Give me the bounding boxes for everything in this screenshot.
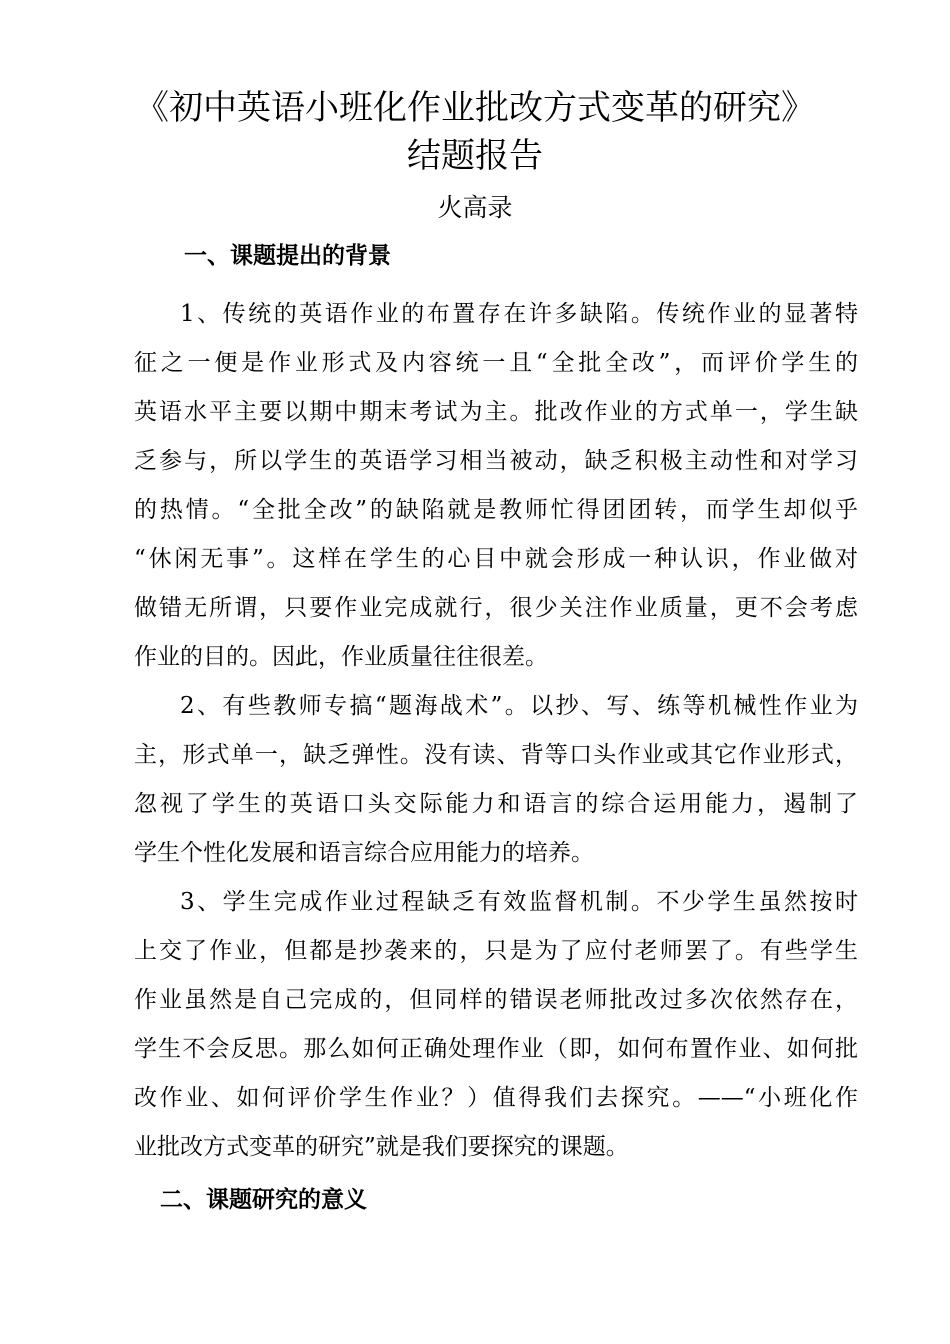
paragraph-line: 的热情。“全批全改”的缺陷就是教师忙得团团转，而学生却似乎 <box>134 497 858 523</box>
paragraph-3 <box>134 878 858 1172</box>
paragraph-line: 主，形式单一，缺乏弹性。没有读、背等口头作业或其它作业形式， <box>134 742 858 768</box>
paragraph-line: 英语水平主要以期中期末考试为主。批改作业的方式单一，学生缺 <box>134 399 858 425</box>
paragraph-line: 做错无所谓，只要作业完成就行，很少关注作业质量，更不会考虑 <box>134 595 858 621</box>
paragraph-line: 作业的目的。因此，作业质量往往很差。 <box>134 644 548 670</box>
paragraph-line: 学生个性化发展和语言综合应用能力的培养。 <box>134 840 594 866</box>
section-heading-background: 一、课题提出的背景 <box>184 242 391 269</box>
paragraph-line: 1、传统的英语作业的布置存在许多缺陷。传统作业的显著特 <box>180 301 858 327</box>
author-name: 火高录 <box>437 193 513 222</box>
paragraph-line: 上交了作业，但都是抄袭来的，只是为了应付老师罢了。有些学生 <box>134 938 858 964</box>
paragraph-line: 2、有些教师专搞“题海战术”。以抄、写、练等机械性作业为 <box>180 693 858 719</box>
paragraph-line: 作业虽然是自己完成的，但同样的错误老师批改过多次依然存在， <box>134 987 858 1013</box>
paragraph-2 <box>134 682 858 878</box>
paragraph-line: 乏参与，所以学生的英语学习相当被动，缺乏积极主动性和对学习 <box>134 448 858 474</box>
paragraph-line: 学生不会反思。那么如何正确处理作业（即，如何布置作业、如何批 <box>134 1036 858 1062</box>
section-heading-significance: 二、课题研究的意义 <box>160 1186 367 1213</box>
paragraph-line: 征之一便是作业形式及内容统一且“全批全改”，而评价学生的 <box>134 350 858 376</box>
report-title-line1: 《初中英语小班化作业批改方式变革的研究》 <box>135 88 815 128</box>
paragraph-line: “休闲无事”。这样在学生的心目中就会形成一种认识，作业做对 <box>134 546 858 572</box>
paragraph-line: 3、学生完成作业过程缺乏有效监督机制。不少学生虽然按时 <box>180 889 858 915</box>
paragraph-line: 忽视了学生的英语口头交际能力和语言的综合运用能力，遏制了 <box>134 791 858 817</box>
report-title-line2: 结题报告 <box>407 136 543 176</box>
paragraph-1 <box>134 290 858 682</box>
paragraph-line: 业批改方式变革的研究”就是我们要探究的课题。 <box>134 1134 629 1160</box>
paragraph-line: 改作业、如何评价学生作业？）值得我们去探究。——“小班化作 <box>134 1085 858 1111</box>
